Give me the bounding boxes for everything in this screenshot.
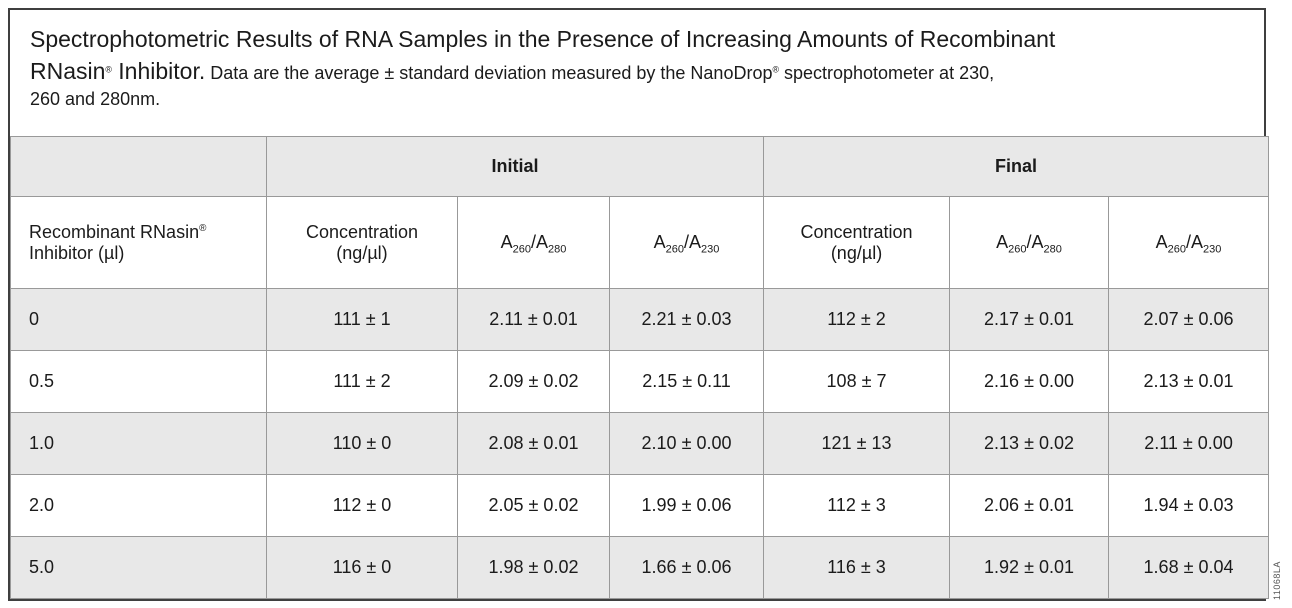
cell-initial-concentration: 112 ± 0 (267, 475, 458, 537)
cell-inhibitor: 1.0 (11, 413, 267, 475)
table-row (11, 351, 1269, 413)
cell-final-a260-a230: 2.11 ± 0.00 (1109, 413, 1269, 475)
column-header-row (11, 197, 1269, 289)
table-row (11, 537, 1269, 599)
cell-initial-a260-a280: 1.98 ± 0.02 (458, 537, 610, 599)
cell-final-concentration: 108 ± 7 (764, 351, 950, 413)
figure-panel (8, 8, 1266, 601)
col-header-final-a260-a280: $A_{260}/A_{280}$ (950, 197, 1109, 289)
cell-initial-concentration: 116 ± 0 (267, 537, 458, 599)
cell-final-concentration: 112 ± 2 (764, 289, 950, 351)
cell-final-a260-a230: 1.94 ± 0.03 (1109, 475, 1269, 537)
registered-mark: ® (772, 64, 779, 75)
cell-initial-a260-a230: 1.99 ± 0.06 (610, 475, 764, 537)
cell-final-a260-a230: 2.13 ± 0.01 (1109, 351, 1269, 413)
cell-final-a260-a280: 2.06 ± 0.01 (950, 475, 1109, 537)
figure-caption (10, 10, 1264, 136)
table-row (11, 413, 1269, 475)
cell-final-a260-a230: 2.07 ± 0.06 (1109, 289, 1269, 351)
caption-body-part2: spectrophotometer at 230, (778, 62, 995, 83)
col-header-initial-concentration: Concentration (ng/µl) (267, 197, 458, 289)
caption-line-1 (30, 24, 1242, 56)
cell-initial-a260-a280: 2.08 ± 0.01 (458, 413, 610, 475)
col-header-final-concentration: Concentration (ng/µl) (764, 197, 950, 289)
col-header-initial-a260-a280: $A_{260}/A_{280}$ (458, 197, 610, 289)
caption-title-part3: Inhibitor. (111, 57, 206, 84)
corner-empty-cell (11, 137, 267, 197)
results-table (10, 136, 1269, 599)
caption-title-part1: Spectrophotometric Results of RNA Samples in the Presence of Increasing Amounts of Recombinant (30, 26, 1056, 52)
cell-initial-a260-a230: 2.21 ± 0.03 (610, 289, 764, 351)
registered-mark: ® (105, 64, 112, 75)
group-header-initial: Initial (267, 137, 764, 197)
cell-final-a260-a280: 2.16 ± 0.00 (950, 351, 1109, 413)
cell-initial-a260-a230: 2.15 ± 0.11 (610, 351, 764, 413)
cell-inhibitor: 0.5 (11, 351, 267, 413)
cell-final-concentration: 112 ± 3 (764, 475, 950, 537)
cell-inhibitor: 0 (11, 289, 267, 351)
cell-final-concentration: 121 ± 13 (764, 413, 950, 475)
caption-title-part2: RNasin (30, 57, 106, 84)
col-header-inhibitor: Recombinant RNasin® Inhibitor (µl) (11, 197, 267, 289)
registered-mark: ® (199, 222, 207, 234)
cell-final-a260-a280: 2.17 ± 0.01 (950, 289, 1109, 351)
cell-final-a260-a230: 1.68 ± 0.04 (1109, 537, 1269, 599)
figure-number-label: 11068LA (1272, 561, 1282, 600)
cell-initial-a260-a280: 2.05 ± 0.02 (458, 475, 610, 537)
col-header-final-a260-a230: $A_{260}/A_{230}$ (1109, 197, 1269, 289)
cell-initial-a260-a280: 2.11 ± 0.01 (458, 289, 610, 351)
cell-initial-concentration: 111 ± 2 (267, 351, 458, 413)
cell-inhibitor: 2.0 (11, 475, 267, 537)
col-header-initial-a260-a230: $A_{260}/A_{230}$ (610, 197, 764, 289)
caption-line-3 (30, 87, 1242, 112)
cell-initial-a260-a230: 2.10 ± 0.00 (610, 413, 764, 475)
table-row (11, 475, 1269, 537)
group-header-row (11, 137, 1269, 197)
cell-final-concentration: 116 ± 3 (764, 537, 950, 599)
caption-body-part1: Data are the average ± standard deviation measured by the NanoDrop (205, 62, 773, 83)
caption-body-part3: 260 and 280nm. (30, 89, 161, 110)
cell-initial-a260-a280: 2.09 ± 0.02 (458, 351, 610, 413)
cell-final-a260-a280: 2.13 ± 0.02 (950, 413, 1109, 475)
cell-initial-concentration: 111 ± 1 (267, 289, 458, 351)
group-header-final: Final (764, 137, 1269, 197)
cell-final-a260-a280: 1.92 ± 0.01 (950, 537, 1109, 599)
caption-line-2 (30, 56, 1242, 88)
cell-inhibitor: 5.0 (11, 537, 267, 599)
table-row (11, 289, 1269, 351)
cell-initial-a260-a230: 1.66 ± 0.06 (610, 537, 764, 599)
cell-initial-concentration: 110 ± 0 (267, 413, 458, 475)
